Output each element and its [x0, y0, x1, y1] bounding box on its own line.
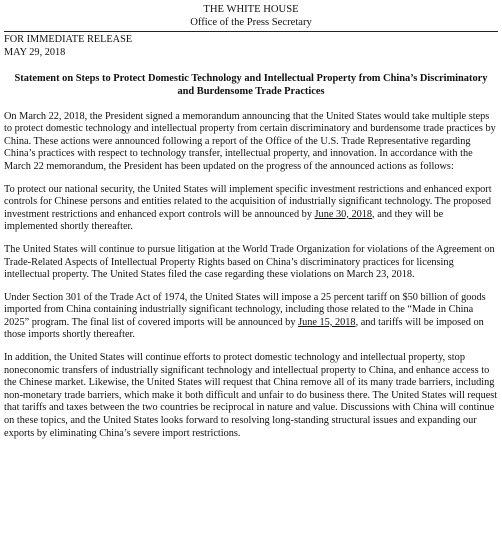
deadline-date: June 30, 2018 — [314, 208, 373, 220]
paragraph-text: Under Section 301 of the Trade Act of 1974, the United States will impose a 25 percent tariff on $50 billion of goods imported from China containing industrially significant technology, including those related to the “Made in China 2025” program. The final list of covered imports will be announced by — [4, 291, 486, 328]
letterhead — [4, 4, 498, 29]
deadline-date: June 15, 2018 — [298, 316, 356, 328]
release-label: FOR IMMEDIATE RELEASE — [4, 34, 133, 46]
paragraph-text: To protect our national security, the United States will implement specific investment restrictions and enhanced export controls for Chinese persons and entities related to the acquisition of industrially significant technology. The proposed investment restrictions and enhanced export controls will be announced by — [4, 183, 492, 220]
release-date: MAY 29, 2018 — [4, 46, 66, 58]
paragraph-text: , and they will be implemented shortly thereafter. — [4, 208, 444, 233]
office-name: Office of the Press Secretary — [190, 16, 312, 28]
paragraph-investment-restrictions — [4, 184, 498, 234]
paragraph-section-301-tariff — [4, 292, 498, 342]
header-divider — [4, 31, 498, 32]
paragraph-trade-barriers: In addition, the United States will continue efforts to protect domestic technology and intellectual property, stop noneconomic transfers of industrially significant technology and intellectual property to China, and enhance access to the Chinese market. Likewise, the United States will request that China remove all of its many trade barriers, including non-monetary trade barriers, which make it both difficult and unfair to do business there. The United States will request that tariffs and taxes between the two countries be reciprocal in nature and value. Discussions with China will continue on these topics, and the United States looks forward to resolving long-standing structural issues and expanding our exports by eliminating China’s severe import restrictions. — [4, 352, 498, 439]
release-info — [4, 34, 498, 59]
paragraph-wto-litigation: The United States will continue to pursue litigation at the World Trade Organization for violations of the Agreement on Trade-Related Aspects of Intellectual Property Rights based on China’s discriminatory practices for licensing intellectual property. The United States filed the case regarding these violations on March 23, 2018. — [4, 243, 495, 281]
paragraph-intro: On March 22, 2018, the President signed a memorandum announcing that the United States would take multiple steps to protect domestic technology and intellectual property from certain discriminatory and burdensome trade practices by China. These actions were announced following a report of the Office of the U.S. Trade Representative regarding China’s practices with respect to technology transfer, intellectual property, and innovation. In accordance with the March 22 memorandum, the President has been updated on the progress of the announced actions as follows: — [4, 110, 496, 172]
paragraph-text: , and tariffs will be imposed on those imports shortly thereafter. — [4, 316, 484, 341]
statement-title: Statement on Steps to Protect Domestic Technology and Intellectual Property from China’s Discriminatory and Burdensome Trade Practices — [14, 73, 488, 97]
org-name: THE WHITE HOUSE — [203, 4, 299, 15]
